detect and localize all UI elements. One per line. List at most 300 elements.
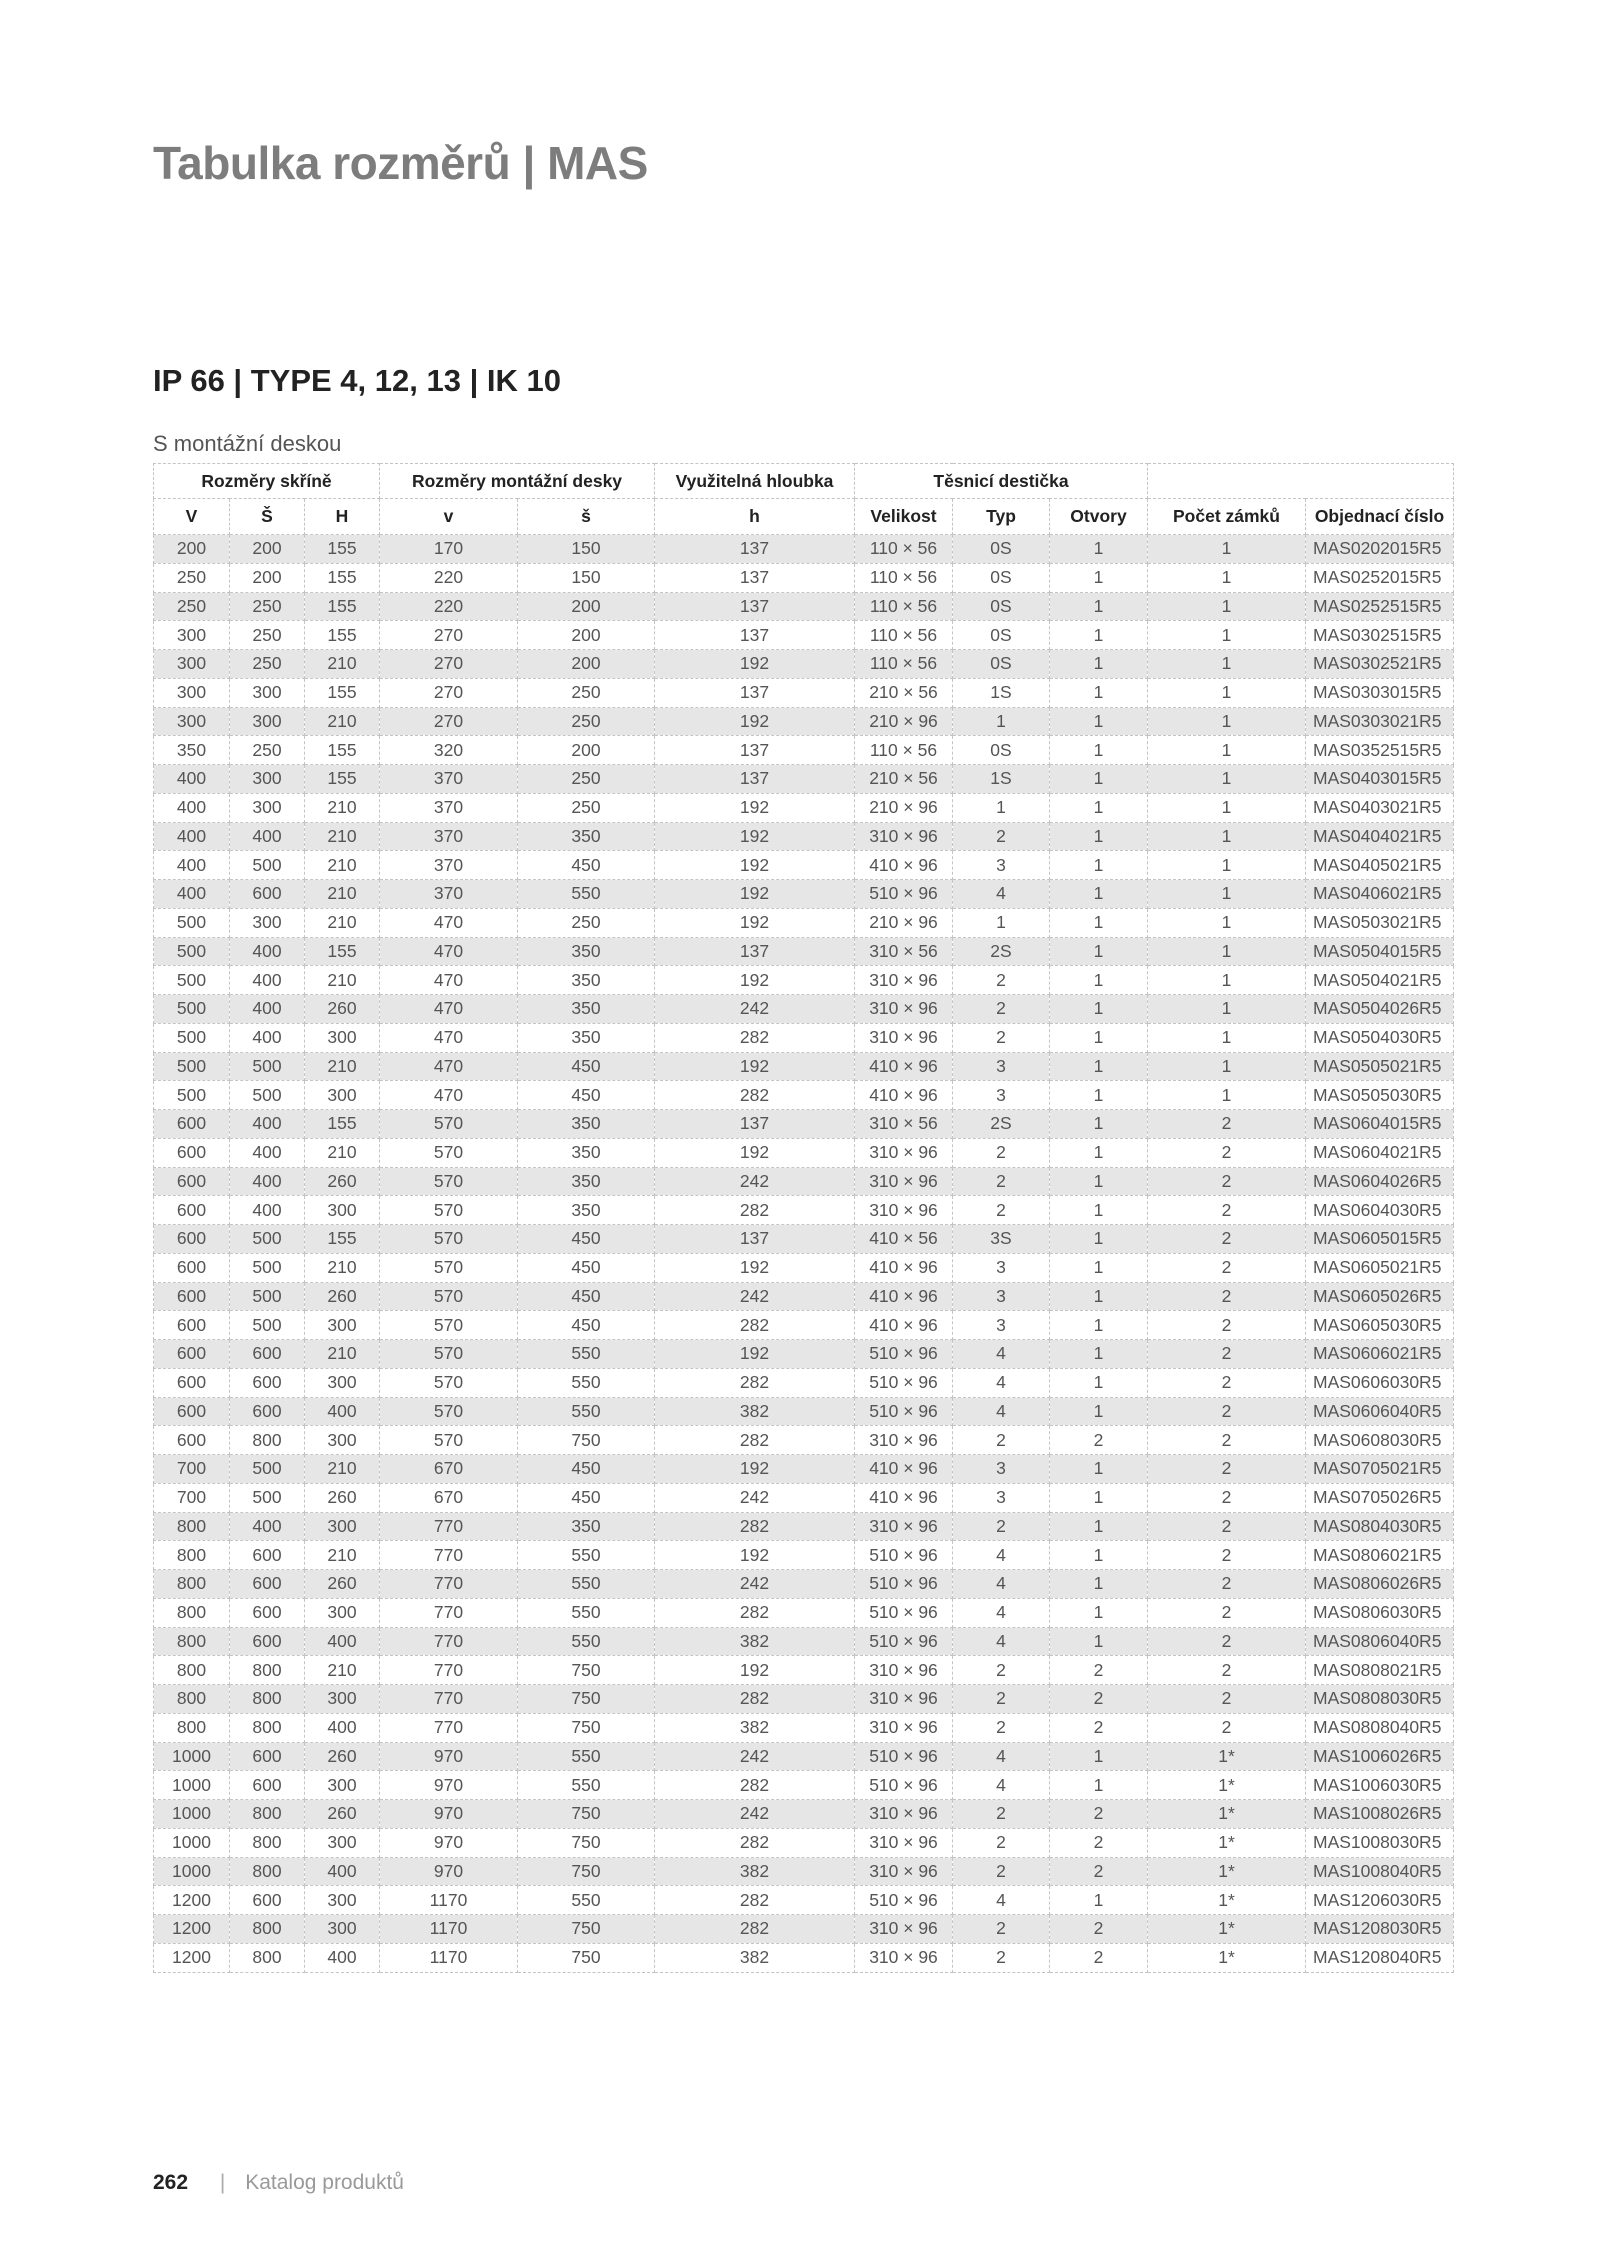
table-cell: 500 <box>230 1081 305 1110</box>
table-cell: 450 <box>518 1081 655 1110</box>
order-number-cell: MAS0404021R5 <box>1306 822 1454 851</box>
table-cell: 1 <box>1050 995 1148 1024</box>
page-number: 262 <box>153 2171 189 2194</box>
table-cell: 510 × 96 <box>855 1742 953 1771</box>
order-number-cell: MAS0252015R5 <box>1306 563 1454 592</box>
column-header: š <box>518 499 655 535</box>
table-cell: 3 <box>953 851 1050 880</box>
table-cell: 1 <box>1050 822 1148 851</box>
order-number-cell: MAS0505030R5 <box>1306 1081 1454 1110</box>
table-cell: 242 <box>655 1742 855 1771</box>
table-cell: 600 <box>154 1368 230 1397</box>
table-cell: 192 <box>655 851 855 880</box>
table-cell: 1 <box>1050 592 1148 621</box>
table-cell: 1 <box>1050 1512 1148 1541</box>
table-cell: 2 <box>953 1512 1050 1541</box>
table-cell: 970 <box>380 1742 518 1771</box>
table-cell: 1 <box>1148 621 1306 650</box>
column-group-header: Využitelná hloubka <box>655 464 855 499</box>
table-cell: 800 <box>154 1512 230 1541</box>
table-cell: 2S <box>953 937 1050 966</box>
table-cell: 500 <box>230 851 305 880</box>
table-cell: 242 <box>655 1167 855 1196</box>
table-cell: 570 <box>380 1167 518 1196</box>
table-cell: 1 <box>1050 563 1148 592</box>
table-cell: 750 <box>518 1857 655 1886</box>
order-number-cell: MAS0605015R5 <box>1306 1225 1454 1254</box>
table-cell: 2 <box>1148 1138 1306 1167</box>
table-cell: 310 × 56 <box>855 1110 953 1139</box>
table-cell: 0S <box>953 563 1050 592</box>
table-cell: 282 <box>655 1081 855 1110</box>
order-number-cell: MAS0605026R5 <box>1306 1282 1454 1311</box>
table-cell: 400 <box>230 966 305 995</box>
table-cell: 500 <box>230 1225 305 1254</box>
table-row <box>154 1455 1454 1484</box>
dimensions-table <box>153 463 1454 1973</box>
table-cell: 200 <box>518 621 655 650</box>
table-cell: 350 <box>518 1512 655 1541</box>
table-cell: 1 <box>1050 678 1148 707</box>
order-number-cell: MAS1008026R5 <box>1306 1800 1454 1829</box>
table-cell: 470 <box>380 966 518 995</box>
table-cell: 300 <box>305 1512 380 1541</box>
table-row <box>154 793 1454 822</box>
table-cell: 300 <box>154 621 230 650</box>
table-cell: 1 <box>1050 1110 1148 1139</box>
order-number-cell: MAS0406021R5 <box>1306 880 1454 909</box>
table-cell: 750 <box>518 1915 655 1944</box>
table-cell: 192 <box>655 966 855 995</box>
order-number-cell: MAS0808040R5 <box>1306 1713 1454 1742</box>
table-cell: 350 <box>518 1138 655 1167</box>
table-cell: 550 <box>518 1627 655 1656</box>
column-header: Typ <box>953 499 1050 535</box>
table-cell: 210 <box>305 1138 380 1167</box>
table-row <box>154 908 1454 937</box>
column-header: v <box>380 499 518 535</box>
table-cell: 2 <box>953 1426 1050 1455</box>
table-cell: 4 <box>953 1541 1050 1570</box>
order-number-cell: MAS0605021R5 <box>1306 1253 1454 1282</box>
table-cell: 0S <box>953 650 1050 679</box>
order-number-cell: MAS0606021R5 <box>1306 1340 1454 1369</box>
table-cell: 1 <box>1050 1311 1148 1340</box>
table-body <box>154 535 1454 1973</box>
table-cell: 242 <box>655 995 855 1024</box>
order-number-cell: MAS1206030R5 <box>1306 1886 1454 1915</box>
table-cell: 600 <box>154 1196 230 1225</box>
table-cell: 110 × 56 <box>855 535 953 564</box>
section-subtitle: IP 66 | TYPE 4, 12, 13 | IK 10 <box>153 363 561 398</box>
table-cell: 3 <box>953 1052 1050 1081</box>
column-group-header: Těsnicí destička <box>855 464 1148 499</box>
table-cell: 210 × 96 <box>855 707 953 736</box>
table-cell: 750 <box>518 1800 655 1829</box>
table-cell: 210 <box>305 880 380 909</box>
table-cell: 600 <box>154 1225 230 1254</box>
table-cell: 2 <box>1148 1225 1306 1254</box>
table-cell: 750 <box>518 1656 655 1685</box>
table-cell: 570 <box>380 1311 518 1340</box>
table-cell: 155 <box>305 765 380 794</box>
table-cell: 450 <box>518 1052 655 1081</box>
table-cell: 210 <box>305 707 380 736</box>
table-cell: 410 × 96 <box>855 1455 953 1484</box>
table-cell: 800 <box>154 1627 230 1656</box>
table-cell: 450 <box>518 1253 655 1282</box>
table-cell: 192 <box>655 1656 855 1685</box>
table-cell: 600 <box>154 1340 230 1369</box>
order-number-cell: MAS0352515R5 <box>1306 736 1454 765</box>
table-cell: 282 <box>655 1915 855 1944</box>
order-number-cell: MAS0705021R5 <box>1306 1455 1454 1484</box>
table-cell: 2 <box>1148 1483 1306 1512</box>
table-cell: 970 <box>380 1857 518 1886</box>
table-cell: 800 <box>154 1541 230 1570</box>
table-cell: 192 <box>655 908 855 937</box>
table-cell: 137 <box>655 1110 855 1139</box>
table-cell: 2 <box>953 1713 1050 1742</box>
table-cell: 500 <box>230 1052 305 1081</box>
table-cell: 1* <box>1148 1943 1306 1972</box>
table-cell: 400 <box>305 1713 380 1742</box>
table-cell: 200 <box>518 592 655 621</box>
table-cell: 350 <box>518 937 655 966</box>
table-cell: 1 <box>1148 1023 1306 1052</box>
table-cell: 350 <box>518 995 655 1024</box>
table-cell: 600 <box>230 1627 305 1656</box>
table-cell: 1 <box>1050 707 1148 736</box>
table-cell: 1000 <box>154 1742 230 1771</box>
table-cell: 510 × 96 <box>855 880 953 909</box>
table-row <box>154 1311 1454 1340</box>
table-cell: 282 <box>655 1311 855 1340</box>
table-cell: 1 <box>1050 1598 1148 1627</box>
table-cell: 155 <box>305 678 380 707</box>
table-cell: 192 <box>655 1253 855 1282</box>
table-cell: 192 <box>655 1455 855 1484</box>
table-cell: 1 <box>1050 621 1148 650</box>
table-cell: 970 <box>380 1771 518 1800</box>
table-row <box>154 1915 1454 1944</box>
table-cell: 400 <box>305 1943 380 1972</box>
table-cell: 550 <box>518 1771 655 1800</box>
table-cell: 770 <box>380 1713 518 1742</box>
table-column-header <box>154 499 1454 535</box>
table-cell: 250 <box>154 592 230 621</box>
table-cell: 110 × 56 <box>855 563 953 592</box>
table-cell: 2 <box>1148 1368 1306 1397</box>
table-cell: 750 <box>518 1685 655 1714</box>
table-cell: 4 <box>953 1886 1050 1915</box>
table-cell: 2 <box>953 966 1050 995</box>
table-cell: 410 × 96 <box>855 851 953 880</box>
table-cell: 1 <box>1148 650 1306 679</box>
table-cell: 137 <box>655 563 855 592</box>
table-cell: 1 <box>1148 765 1306 794</box>
table-cell: 600 <box>230 1397 305 1426</box>
table-cell: 350 <box>154 736 230 765</box>
table-cell: 270 <box>380 621 518 650</box>
table-cell: 0S <box>953 621 1050 650</box>
table-cell: 700 <box>154 1483 230 1512</box>
table-cell: 410 × 96 <box>855 1052 953 1081</box>
table-cell: 2 <box>1050 1426 1148 1455</box>
table-cell: 2 <box>953 1138 1050 1167</box>
table-cell: 4 <box>953 1397 1050 1426</box>
table-cell: 1200 <box>154 1943 230 1972</box>
table-cell: 3 <box>953 1311 1050 1340</box>
table-cell: 800 <box>230 1713 305 1742</box>
table-cell: 270 <box>380 707 518 736</box>
table-cell: 1 <box>1050 1455 1148 1484</box>
order-number-cell: MAS0303021R5 <box>1306 707 1454 736</box>
order-number-cell: MAS0302521R5 <box>1306 650 1454 679</box>
table-row <box>154 1368 1454 1397</box>
table-cell: 4 <box>953 1742 1050 1771</box>
table-cell: 970 <box>380 1800 518 1829</box>
order-number-cell: MAS1008040R5 <box>1306 1857 1454 1886</box>
table-cell: 200 <box>518 650 655 679</box>
table-row <box>154 1742 1454 1771</box>
table-cell: 400 <box>154 822 230 851</box>
table-cell: 400 <box>305 1857 380 1886</box>
table-cell: 300 <box>305 1685 380 1714</box>
column-header: V <box>154 499 230 535</box>
table-row <box>154 1713 1454 1742</box>
table-cell: 2 <box>953 1196 1050 1225</box>
table-cell: 260 <box>305 1742 380 1771</box>
table-cell: 550 <box>518 1397 655 1426</box>
table-cell: 1170 <box>380 1943 518 1972</box>
table-cell: 200 <box>230 563 305 592</box>
table-cell: 800 <box>230 1828 305 1857</box>
table-cell: 750 <box>518 1943 655 1972</box>
table-cell: 1 <box>1050 1397 1148 1426</box>
table-cell: 282 <box>655 1886 855 1915</box>
table-cell: 470 <box>380 937 518 966</box>
table-cell: 550 <box>518 880 655 909</box>
table-cell: 500 <box>230 1253 305 1282</box>
table-cell: 1 <box>1148 563 1306 592</box>
table-cell: 2 <box>953 1167 1050 1196</box>
column-header: h <box>655 499 855 535</box>
table-row <box>154 880 1454 909</box>
table-row <box>154 535 1454 564</box>
table-cell: 260 <box>305 1570 380 1599</box>
table-cell: 1170 <box>380 1915 518 1944</box>
table-cell: 750 <box>518 1426 655 1455</box>
table-cell: 2 <box>1148 1340 1306 1369</box>
table-cell: 3 <box>953 1253 1050 1282</box>
table-cell: 470 <box>380 1052 518 1081</box>
table-cell: 500 <box>230 1483 305 1512</box>
table-cell: 250 <box>518 908 655 937</box>
table-cell: 1 <box>1148 535 1306 564</box>
table-cell: 260 <box>305 1483 380 1512</box>
table-cell: 270 <box>380 678 518 707</box>
order-number-cell: MAS1208030R5 <box>1306 1915 1454 1944</box>
table-cell: 192 <box>655 1541 855 1570</box>
table-cell: 2 <box>1148 1397 1306 1426</box>
order-number-cell: MAS0806030R5 <box>1306 1598 1454 1627</box>
table-row <box>154 1627 1454 1656</box>
table-cell: 242 <box>655 1800 855 1829</box>
table-cell: 250 <box>230 592 305 621</box>
order-number-cell: MAS0806026R5 <box>1306 1570 1454 1599</box>
table-cell: 300 <box>230 765 305 794</box>
table-cell: 300 <box>230 678 305 707</box>
table-cell: 400 <box>154 851 230 880</box>
table-cell: 1 <box>1050 1167 1148 1196</box>
table-cell: 282 <box>655 1196 855 1225</box>
table-cell: 2 <box>953 1800 1050 1829</box>
table-cell: 800 <box>154 1598 230 1627</box>
table-cell: 2 <box>1148 1282 1306 1311</box>
table-cell: 400 <box>230 1110 305 1139</box>
table-cell: 350 <box>518 1167 655 1196</box>
table-cell: 1 <box>1050 1225 1148 1254</box>
table-cell: 600 <box>230 1771 305 1800</box>
table-cell: 282 <box>655 1685 855 1714</box>
table-cell: 250 <box>518 678 655 707</box>
table-cell: 210 <box>305 1052 380 1081</box>
table-cell: 600 <box>230 1570 305 1599</box>
table-cell: 110 × 56 <box>855 621 953 650</box>
table-cell: 1 <box>1148 1052 1306 1081</box>
table-cell: 170 <box>380 535 518 564</box>
table-cell: 370 <box>380 851 518 880</box>
table-cell: 450 <box>518 1282 655 1311</box>
table-cell: 2 <box>953 1915 1050 1944</box>
table-row <box>154 1656 1454 1685</box>
table-row <box>154 966 1454 995</box>
table-cell: 600 <box>230 1598 305 1627</box>
table-cell: 2 <box>1148 1656 1306 1685</box>
table-cell: 800 <box>230 1656 305 1685</box>
table-cell: 400 <box>154 765 230 794</box>
order-number-cell: MAS0403015R5 <box>1306 765 1454 794</box>
table-cell: 400 <box>154 880 230 909</box>
table-cell: 1 <box>1050 966 1148 995</box>
table-cell: 2 <box>1148 1713 1306 1742</box>
table-row <box>154 650 1454 679</box>
table-cell: 400 <box>230 1196 305 1225</box>
table-cell: 550 <box>518 1340 655 1369</box>
table-cell: 192 <box>655 793 855 822</box>
table-cell: 800 <box>230 1685 305 1714</box>
table-cell: 550 <box>518 1541 655 1570</box>
table-cell: 137 <box>655 937 855 966</box>
column-header: Š <box>230 499 305 535</box>
table-row <box>154 707 1454 736</box>
table-cell: 320 <box>380 736 518 765</box>
table-cell: 770 <box>380 1627 518 1656</box>
table-cell: 2 <box>953 1023 1050 1052</box>
table-cell: 770 <box>380 1570 518 1599</box>
table-cell: 570 <box>380 1368 518 1397</box>
column-header: Objednací číslo <box>1306 499 1454 535</box>
table-row <box>154 1138 1454 1167</box>
table-cell: 410 × 96 <box>855 1282 953 1311</box>
table-cell: 210 <box>305 1253 380 1282</box>
table-cell: 800 <box>230 1857 305 1886</box>
table-cell: 242 <box>655 1282 855 1311</box>
table-cell: 510 × 96 <box>855 1598 953 1627</box>
table-row <box>154 1225 1454 1254</box>
table-cell: 400 <box>305 1627 380 1656</box>
table-cell: 310 × 96 <box>855 1915 953 1944</box>
table-cell: 2 <box>1148 1167 1306 1196</box>
table-cell: 1 <box>1050 1541 1148 1570</box>
table-cell: 600 <box>230 1742 305 1771</box>
table-cell: 2 <box>1050 1943 1148 1972</box>
table-cell: 450 <box>518 851 655 880</box>
table-cell: 2 <box>953 1828 1050 1857</box>
table-cell: 600 <box>230 880 305 909</box>
catalog-label: Katalog produktů <box>245 2171 404 2194</box>
table-cell: 600 <box>230 1886 305 1915</box>
table-cell: 2 <box>953 995 1050 1024</box>
table-cell: 1 <box>1050 1023 1148 1052</box>
table-cell: 220 <box>380 563 518 592</box>
table-cell: 310 × 96 <box>855 1167 953 1196</box>
table-cell: 1 <box>1148 908 1306 937</box>
table-cell: 500 <box>230 1282 305 1311</box>
table-cell: 2 <box>1050 1656 1148 1685</box>
order-number-cell: MAS0604030R5 <box>1306 1196 1454 1225</box>
table-cell: 770 <box>380 1598 518 1627</box>
table-cell: 1 <box>1050 1340 1148 1369</box>
table-row <box>154 1886 1454 1915</box>
table-cell: 1 <box>1050 1368 1148 1397</box>
table-cell: 1000 <box>154 1828 230 1857</box>
table-cell: 1 <box>1148 793 1306 822</box>
table-cell: 1200 <box>154 1886 230 1915</box>
table-cell: 282 <box>655 1828 855 1857</box>
table-cell: 300 <box>230 707 305 736</box>
table-cell: 2 <box>1148 1110 1306 1139</box>
table-cell: 200 <box>230 535 305 564</box>
table-cell: 300 <box>154 650 230 679</box>
table-cell: 300 <box>305 1023 380 1052</box>
table-cell: 800 <box>154 1570 230 1599</box>
column-header: Počet zámků <box>1148 499 1306 535</box>
table-cell: 300 <box>305 1598 380 1627</box>
table-cell: 310 × 96 <box>855 1426 953 1455</box>
table-cell: 282 <box>655 1598 855 1627</box>
footer-separator: | <box>219 2171 226 2194</box>
table-cell: 210 <box>305 1541 380 1570</box>
table-cell: 500 <box>154 1081 230 1110</box>
table-cell: 370 <box>380 880 518 909</box>
table-cell: 600 <box>154 1397 230 1426</box>
table-cell: 310 × 96 <box>855 1713 953 1742</box>
table-cell: 300 <box>154 678 230 707</box>
table-cell: 210 × 56 <box>855 678 953 707</box>
order-number-cell: MAS0806040R5 <box>1306 1627 1454 1656</box>
table-cell: 500 <box>154 908 230 937</box>
table-cell: 1 <box>1050 1483 1148 1512</box>
table-row <box>154 1023 1454 1052</box>
table-cell: 2 <box>1148 1455 1306 1484</box>
table-cell: 310 × 96 <box>855 822 953 851</box>
order-number-cell: MAS0504015R5 <box>1306 937 1454 966</box>
table-cell: 250 <box>230 736 305 765</box>
table-row <box>154 563 1454 592</box>
table-cell: 282 <box>655 1368 855 1397</box>
